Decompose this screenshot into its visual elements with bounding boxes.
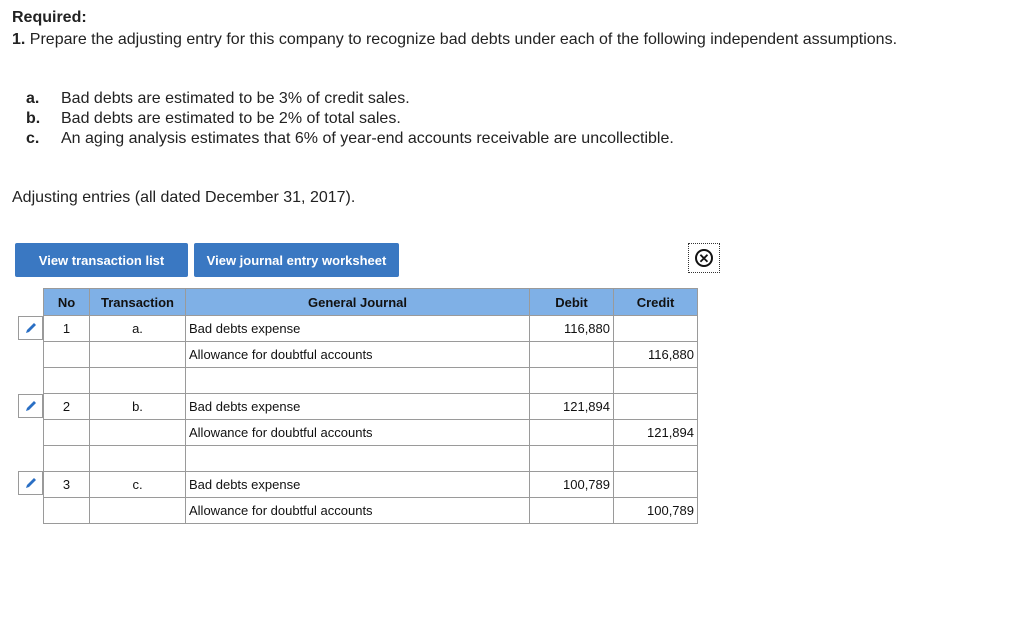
entry-transaction: b. [90, 394, 186, 420]
close-icon: ✕ [695, 249, 713, 267]
requirement-number: 1. [12, 31, 26, 48]
debit-account: Bad debts expense [186, 316, 530, 342]
general-journal-table [43, 288, 698, 524]
required-heading: Required: [12, 9, 87, 26]
table-header-row [44, 289, 698, 316]
entry-no: 3 [44, 472, 90, 498]
requirement-body: Prepare the adjusting entry for this company to recognize bad debts under each of the following independent assumptions. [29, 31, 898, 48]
debit-amount: 121,894 [530, 394, 614, 420]
debit-account: Bad debts expense [186, 472, 530, 498]
header-general-journal: General Journal [186, 289, 530, 316]
entry-transaction: a. [90, 316, 186, 342]
pencil-icon [24, 476, 38, 490]
credit-amount: 121,894 [614, 420, 698, 446]
debit-amount: 116,880 [530, 316, 614, 342]
assumption-a [26, 90, 410, 108]
credit-account: Allowance for doubtful accounts [186, 342, 530, 368]
assumption-b [26, 110, 401, 128]
header-debit: Debit [530, 289, 614, 316]
view-journal-entry-worksheet-button[interactable]: View journal entry worksheet [194, 243, 399, 277]
table-row [44, 342, 698, 368]
pencil-icon [24, 321, 38, 335]
view-transaction-list-button[interactable]: View transaction list [15, 243, 188, 277]
assumption-c [26, 130, 674, 148]
assumption-letter: c. [26, 130, 40, 147]
pencil-icon [24, 399, 38, 413]
debit-amount: 100,789 [530, 472, 614, 498]
credit-account: Allowance for doubtful accounts [186, 498, 530, 524]
assumption-text: Bad debts are estimated to be 3% of credit sales. [61, 90, 410, 107]
table-row [44, 316, 698, 342]
credit-amount: 100,789 [614, 498, 698, 524]
header-credit: Credit [614, 289, 698, 316]
table-row-blank [44, 368, 698, 394]
table-row [44, 498, 698, 524]
assumption-text: Bad debts are estimated to be 2% of total sales. [61, 110, 401, 127]
credit-account: Allowance for doubtful accounts [186, 420, 530, 446]
edit-entry-2-button[interactable] [18, 394, 43, 418]
edit-entry-1-button[interactable] [18, 316, 43, 340]
credit-amount: 116,880 [614, 342, 698, 368]
table-row [44, 394, 698, 420]
header-transaction: Transaction [90, 289, 186, 316]
requirement-text [12, 31, 897, 49]
entry-no: 1 [44, 316, 90, 342]
table-row [44, 472, 698, 498]
debit-account: Bad debts expense [186, 394, 530, 420]
table-row-blank [44, 446, 698, 472]
header-no: No [44, 289, 90, 316]
credit-amount-empty [614, 316, 698, 342]
entry-no: 2 [44, 394, 90, 420]
assumption-letter: b. [26, 110, 41, 127]
entry-transaction: c. [90, 472, 186, 498]
assumption-text: An aging analysis estimates that 6% of year-end accounts receivable are uncollectible. [61, 130, 674, 147]
edit-entry-3-button[interactable] [18, 471, 43, 495]
close-button[interactable] [688, 243, 720, 273]
table-row [44, 420, 698, 446]
adjusting-entries-subtitle: Adjusting entries (all dated December 31, 2017). [12, 189, 356, 206]
assumption-letter: a. [26, 90, 40, 107]
